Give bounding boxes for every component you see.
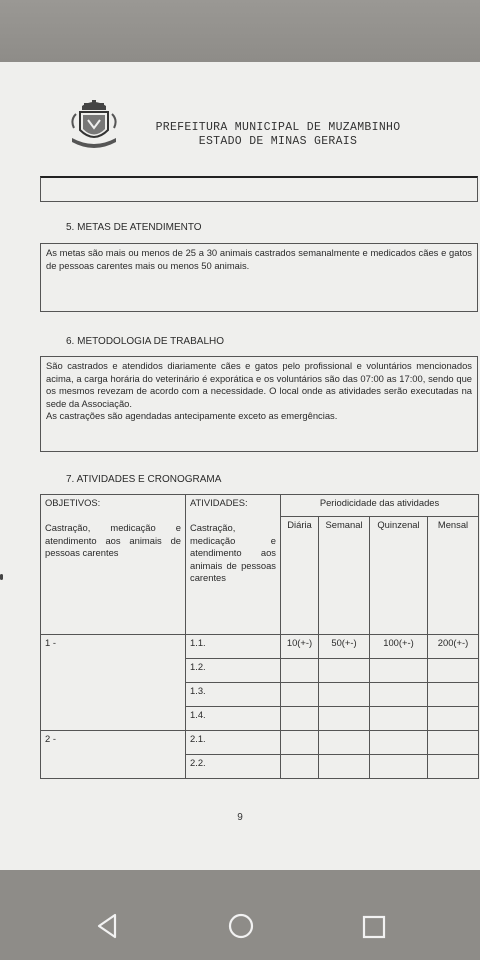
value-cell <box>281 731 319 755</box>
value-cell <box>319 683 370 707</box>
atividades-header: ATIVIDADES: <box>190 497 248 508</box>
section-5-text: As metas são mais ou menos de 25 a 30 animais castrados semanalmente e medicados cães e gatos de pessoas carentes mais ou menos 50 animais. <box>46 247 472 271</box>
atividade-cell: 1.2. <box>186 659 281 683</box>
section-6-paragraph-2: As castrações são agendadas antecipamente exceto as emergências. <box>46 410 338 422</box>
header-rule-box <box>40 176 478 202</box>
value-cell <box>370 707 428 731</box>
letterhead-title: PREFEITURA MUNICIPAL DE MUZAMBINHO <box>155 121 401 134</box>
value-cell <box>281 659 319 683</box>
back-triangle-icon[interactable] <box>96 912 118 945</box>
value-cell <box>428 659 479 683</box>
objetivos-header: OBJETIVOS: <box>45 497 101 508</box>
top-shadow <box>0 0 480 62</box>
period-header-semanal: Semanal <box>319 517 370 635</box>
value-cell: 100(+-) <box>370 635 428 659</box>
value-cell: 200(+-) <box>428 635 479 659</box>
section-6-paragraph-1: São castrados e atendidos diariamente cães e gatos pelo profissional e voluntários mencionados acima, a carga horária do veterinário é exporática e os voluntários são das 07:00 as 17:00, sendo que os mesmos revezam de acordo com a necessidade. O local onde as atividades serão executadas na sede da Associação. <box>46 360 472 409</box>
objetivo-description: Castração, medicação e atendimento aos animais de pessoas carentes <box>45 522 181 559</box>
value-cell <box>370 755 428 779</box>
objetivo-cell: 1 - <box>41 635 186 731</box>
value-cell <box>281 755 319 779</box>
section-5-title: 5. METAS DE ATENDIMENTO <box>66 222 202 233</box>
letterhead <box>128 121 428 149</box>
periodicidade-header: Periodicidade das atividades <box>281 495 479 517</box>
value-cell <box>370 659 428 683</box>
value-cell: 50(+-) <box>319 635 370 659</box>
section-6-box <box>40 356 478 452</box>
table-row <box>41 635 479 659</box>
atividade-cell: 1.3. <box>186 683 281 707</box>
recents-square-icon[interactable] <box>362 915 386 944</box>
value-cell <box>428 755 479 779</box>
table-row <box>41 731 479 755</box>
value-cell: 10(+-) <box>281 635 319 659</box>
section-5-box <box>40 243 478 312</box>
edge-mark <box>0 574 3 580</box>
activities-schedule-table <box>40 494 479 779</box>
section-7-title: 7. ATIVIDADES E CRONOGRAMA <box>66 474 222 485</box>
value-cell <box>370 731 428 755</box>
atividade-cell: 1.1. <box>186 635 281 659</box>
atividade-cell: 1.4. <box>186 707 281 731</box>
atividades-header-cell <box>186 495 281 635</box>
value-cell <box>319 659 370 683</box>
page-number: 9 <box>237 812 243 823</box>
period-header-quinzenal: Quinzenal <box>370 517 428 635</box>
value-cell <box>319 755 370 779</box>
atividade-cell: 2.1. <box>186 731 281 755</box>
value-cell <box>319 707 370 731</box>
objetivos-header-cell <box>41 495 186 635</box>
value-cell <box>281 683 319 707</box>
letterhead-subtitle: ESTADO DE MINAS GERAIS <box>198 135 358 148</box>
period-header-diaria: Diária <box>281 517 319 635</box>
value-cell <box>319 731 370 755</box>
value-cell <box>428 683 479 707</box>
section-6-title: 6. METODOLOGIA DE TRABALHO <box>66 336 225 347</box>
value-cell <box>370 683 428 707</box>
atividade-cell: 2.2. <box>186 755 281 779</box>
atividade-description: Castração, medicação e atendimento aos animais de pessoas carentes <box>190 522 276 584</box>
home-circle-icon[interactable] <box>227 912 255 945</box>
value-cell <box>281 707 319 731</box>
value-cell <box>428 731 479 755</box>
period-header-mensal: Mensal <box>428 517 479 635</box>
objetivo-cell: 2 - <box>41 731 186 779</box>
municipal-coat-of-arms-icon <box>68 98 120 150</box>
value-cell <box>428 707 479 731</box>
